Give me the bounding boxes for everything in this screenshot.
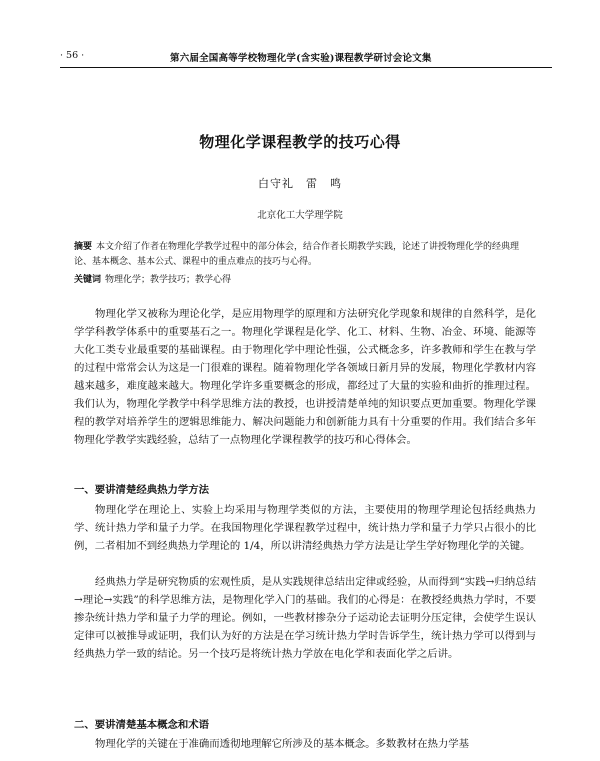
paper-authors: 白守礼 雷 鸣: [258, 177, 342, 190]
section-1-paragraph-2: 经典热力学是研究物质的宏观性质，是从实践规律总结出定律或经验，从而得到“实践→归纳总结→理论→实践”的科学思维方法，是物理化学入门的基础。我们的心得是：在教授经典热力学时，不要掺杂统计热力学和量子力学的理论。例如，一些教材掺杂分子运动论去证明分压定律，会使学生误认定律可以被推导或证明，我们认为好的方法是在学习统计热力学时告诉学生，统计热力学可以得到与经典热力学一致的结论。另一个技巧是将统计热力学放在电化学和表面化学之后讲。: [74, 576, 536, 660]
running-head-title: 第六届全国高等学校物理化学(含实验)课程教学研讨会论文集: [170, 53, 432, 64]
section-1-paragraph-1: 物理化学在理论上、实验上均采用与物理学类似的方法，主要使用的物理学理论包括经典热力学、统计热力学和量子力学。在我国物理化学课程教学过程中，统计热力学和量子力学只占很小的比例，二者相加不到经典热力学理论的 1/4，所以讲清经典热力学方法是让学生学好物理化学的关键。: [74, 504, 536, 552]
paper-title: 物理化学课程教学的技巧心得: [199, 133, 401, 151]
keywords-text: 物理化学；教学技巧；教学心得: [105, 275, 232, 285]
running-header: [60, 48, 552, 64]
abstract-text: 本文介绍了作者在物理化学教学过程中的部分体会，结合作者长期教学实践，论述了讲授物理化学的经典理论、基本概念、基本公式、课程中的重点难点的技巧与心得。: [74, 242, 520, 267]
section-2-heading: 二、要讲清楚基本概念和术语: [74, 719, 210, 731]
keywords-label: 关键词: [74, 275, 102, 285]
section-2-paragraph-1: 物理化学的关键在于准确而透彻地理解它所涉及的基本概念。多数教材在热力学基: [95, 738, 470, 750]
header-divider: [60, 67, 552, 68]
page-number: · 56 ·: [60, 50, 85, 61]
abstract-label: 摘要: [74, 242, 93, 252]
abstract: [74, 240, 536, 270]
intro-paragraph: 物理化学又被称为理论化学，是应用物理学的原理和方法研究化学现象和规律的自然科学，是化学学科教学体系中的重要基石之一。物理化学课程是化学、化工、材料、生物、冶金、环境、能源等大化工类专业最重要的基础课程。由于物理化学中理论性强，公式概念多，许多教师和学生在教与学的过程中常常会认为这是一门很难的课程。随着物理化学各领域日新月异的发展，物理化学教材内容越来越多，难度越来越大。物理化学许多重要概念的形成，都经过了大量的实验和曲折的推理过程。我们认为，物理化学教学中科学思维方法的教授，也讲授清楚单纯的知识要点更加重要。物理化学课程的教学对培养学生的逻辑思维能力、解决问题能力和创新能力具有十分重要的作用。我们结合多年物理化学教学实践经验，总结了一点物理化学课程教学的技巧和心得体会。: [74, 308, 536, 446]
section-1-heading: 一、要讲清楚经典热力学方法: [74, 484, 210, 496]
author-affiliation: 北京化工大学理学院: [257, 210, 343, 221]
keywords: [74, 273, 536, 288]
